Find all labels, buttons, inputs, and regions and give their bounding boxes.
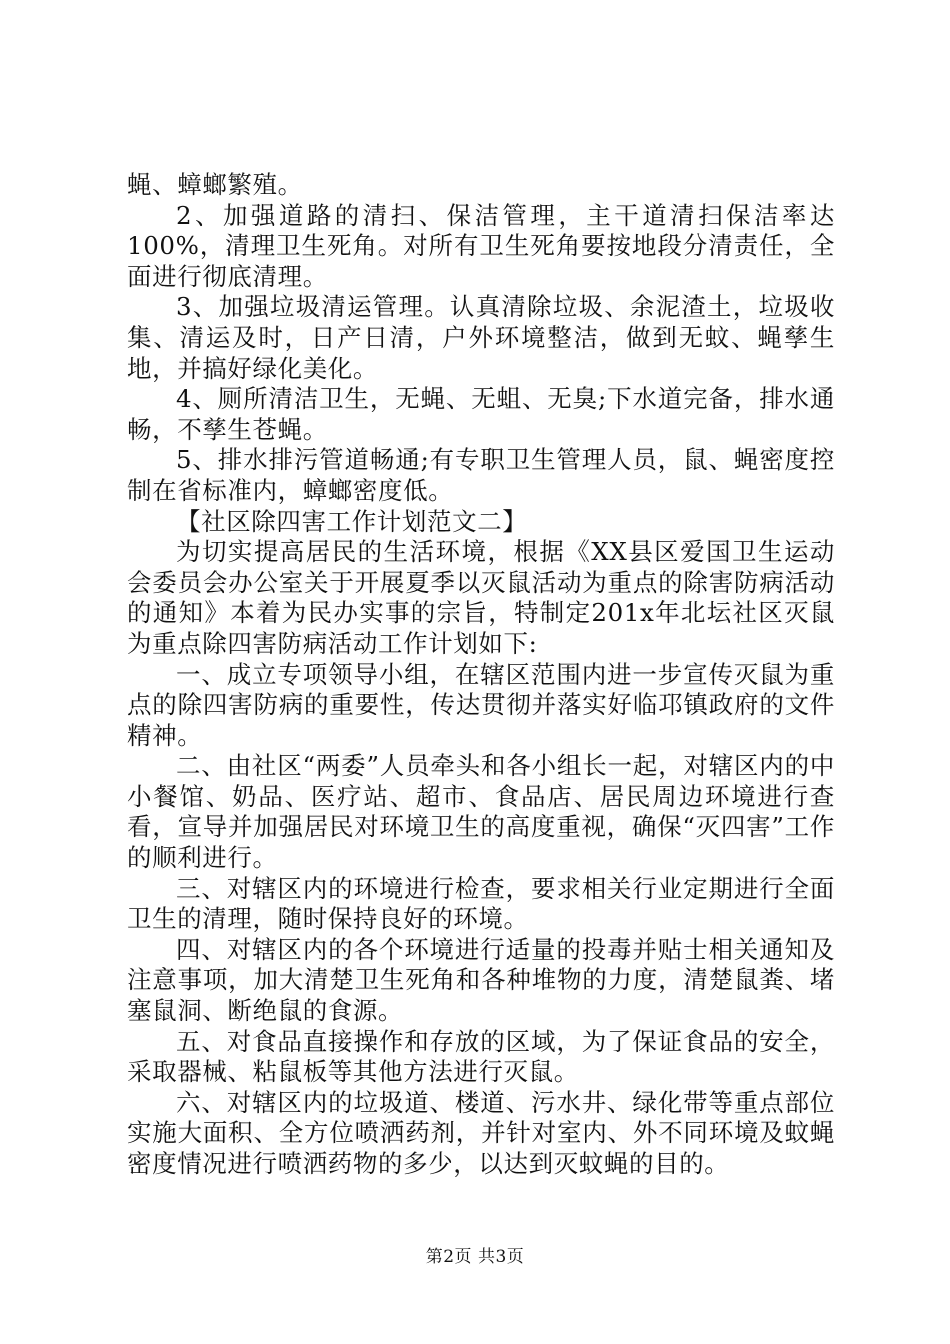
paragraph: 三、对辖区内的环境进行检查，要求相关行业定期进行全面卫生的清理，随时保持良好的环境。: [127, 873, 835, 934]
paragraph: 二、由社区“两委”人员牵头和各小组长一起，对辖区内的中小餐馆、奶品、医疗站、超市、食品店、居民周边环境进行查看，宣导并加强居民对环境卫生的高度重视，确保“灭四害”工作的顺利进行。: [127, 751, 835, 873]
paragraph: 五、对食品直接操作和存放的区域，为了保证食品的安全，采取器械、粘鼠板等其他方法进行灭鼠。: [127, 1026, 835, 1087]
paragraph: 5、排水排污管道畅通;有专职卫生管理人员，鼠、蝇密度控制在省标准内，蟑螂密度低。: [127, 445, 835, 505]
paragraph: 六、对辖区内的垃圾道、楼道、污水井、绿化带等重点部位实施大面积、全方位喷洒药剂，并针对室内、外不同环境及蚊蝇密度情况进行喷洒药物的多少，以达到灭蚊蝇的目的。: [127, 1087, 835, 1178]
paragraph: 3、加强垃圾清运管理。认真清除垃圾、余泥渣土，垃圾收集、清运及时，日产日清，户外环境整洁，做到无蚊、蝇孳生地，并搞好绿化美化。: [127, 292, 835, 383]
paragraph: 一、成立专项领导小组，在辖区范围内进一步宣传灭鼠为重点的除四害防病的重要性，传达贯彻并落实好临邛镇政府的文件精神。: [127, 659, 835, 750]
paragraph: 蝇、蟑螂繁殖。: [127, 170, 303, 199]
paragraph: 四、对辖区内的各个环境进行适量的投毒并贴士相关通知及注意事项，加大清楚卫生死角和各种堆物的力度，清楚鼠粪、堵塞鼠洞、断绝鼠的食源。: [127, 934, 835, 1026]
document-body: [127, 170, 835, 1180]
paragraph: 2、加强道路的清扫、保洁管理，主干道清扫保洁率达100%，清理卫生死角。对所有卫生死角要按地段分清责任，全面进行彻底清理。: [127, 200, 835, 291]
paragraph: 为切实提高居民的生活环境，根据《XX县区爱国卫生运动会委员会办公室关于开展夏季以灭鼠活动为重点的除害防病活动的通知》本着为民办实事的宗旨，特制定201x年北坛社区灭鼠为重点除四害防病活动工作计划如下:: [127, 537, 835, 658]
paragraph: 4、厕所清洁卫生，无蝇、无蛆、无臭;下水道完备，排水通畅，不孳生苍蝇。: [127, 384, 835, 444]
page-number-footer: 第2页 共3页: [425, 1247, 525, 1267]
section-heading: 【社区除四害工作计划范文二】: [176, 506, 528, 536]
